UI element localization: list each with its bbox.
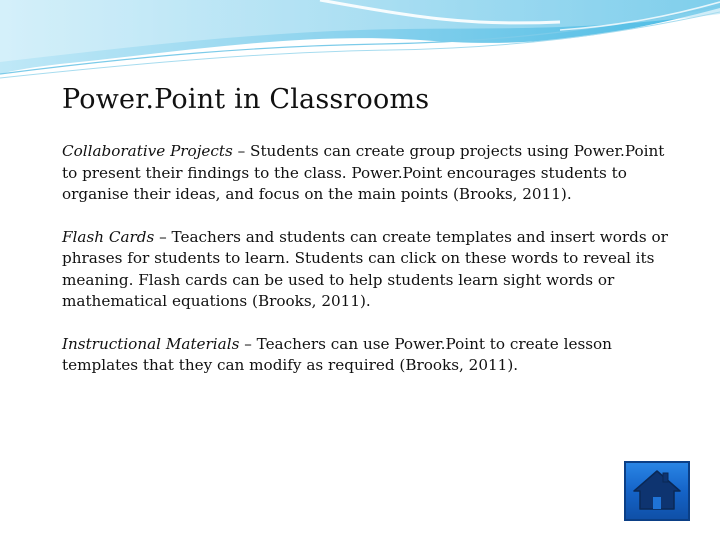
paragraph-flash-cards [62,227,682,313]
paragraph-collaborative-projects [62,141,682,206]
home-icon [624,461,690,521]
term-instructional-materials: Instructional Materials [62,334,240,353]
slide-title: Power.Point in Classrooms [62,84,430,115]
slide-body [62,141,682,398]
header-wave-decoration [0,0,720,80]
text-collaborative-projects: – Students can create group projects using Power.Point to present their findings to the class. Power.Point encourages students to organise their ideas, and focus on the main points (Brooks, 2011). [62,142,665,203]
paragraph-instructional-materials [62,334,682,377]
term-flash-cards: Flash Cards [62,227,155,246]
text-flash-cards: – Teachers and students can create templates and insert words or phrases for students to learn. Students can click on these words to reveal its meaning. Flash cards can be used to help students learn sight words or mathematical equations (Brooks, 2011). [62,227,668,310]
text-instructional-materials: – Teachers can use Power.Point to create lesson templates that they can modify as required (Brooks, 2011). [62,334,612,374]
term-collaborative-projects: Collaborative Projects [62,142,233,160]
home-button[interactable] [624,461,690,521]
